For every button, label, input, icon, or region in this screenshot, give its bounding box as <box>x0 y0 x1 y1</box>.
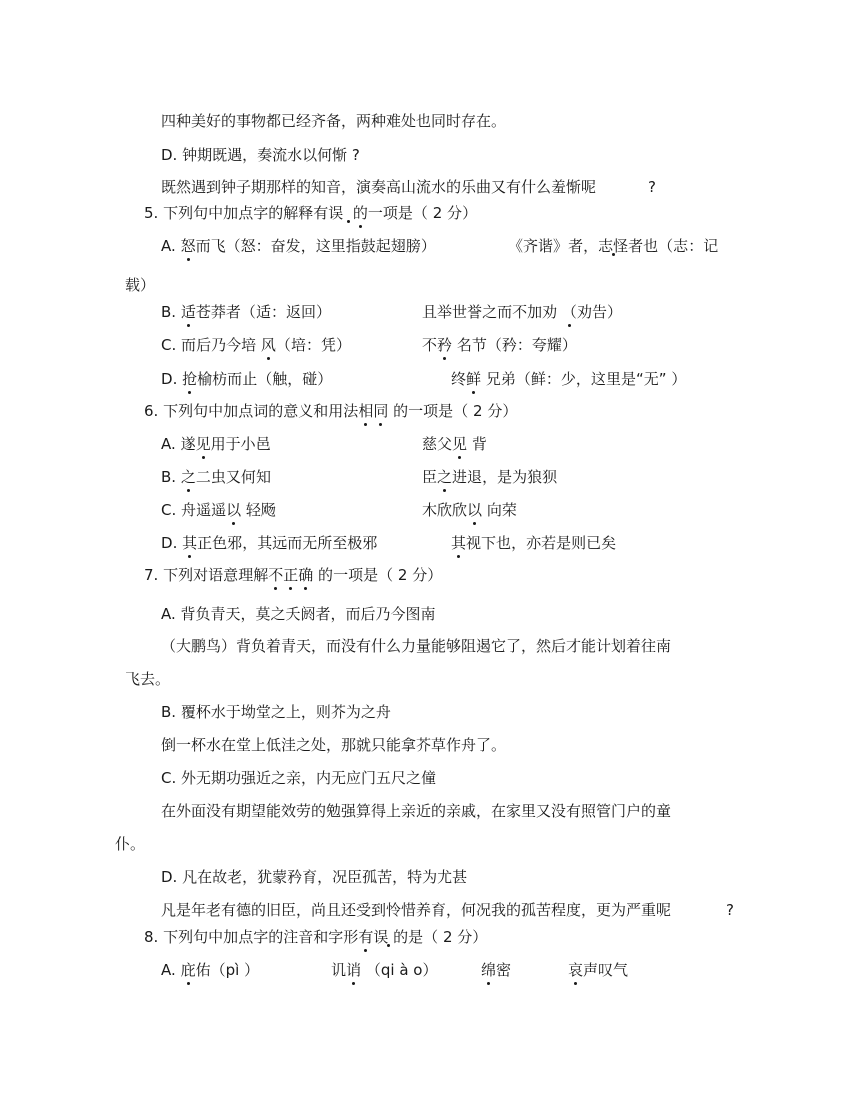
text-line: 四种美好的事物都已经齐备，两种难处也同时存在。 <box>161 112 507 130</box>
option-d: 终鲜 兄弟（鲜：少，这里是“无” ） <box>451 370 687 388</box>
text-line: 既然遇到钟子期那样的知音，演奏高山流水的乐曲又有什么羞惭呢 <box>161 178 597 196</box>
emphasis-char: 的 <box>352 204 368 222</box>
emphasis-char: 鲜 <box>466 370 482 388</box>
option-d: D. 其正色邪，其远而无所至极邪 <box>161 534 378 552</box>
emphasis-char: 风 <box>260 336 276 354</box>
option-a: 《齐谐》者，志怪者也（志：记 <box>508 237 719 255</box>
emphasis-char: 不 <box>268 566 284 584</box>
emphasis-char: 矜 <box>437 336 453 354</box>
emphasis-char: 诮 <box>346 961 362 979</box>
option-a: A. 背负青天，莫之夭阏者，而后乃今图南 <box>161 605 436 623</box>
text-line: ? <box>726 901 734 919</box>
text-line: ? <box>648 178 656 196</box>
emphasis-char: 庇 <box>180 961 196 979</box>
option-b: 臣之进退，是为狼狈 <box>422 468 558 486</box>
option-b: B. 覆杯水于坳堂之上，则芥为之舟 <box>161 703 391 721</box>
option-d: D. 钟期既遇，奏流水以何惭 ? <box>161 146 360 164</box>
question-6: 6. 下列句中加点词的意义和用法相同 的一项是（ 2 分） <box>144 402 518 420</box>
text-line: 凡是年老有德的旧臣，尚且还受到怜惜养育，何况我的孤苦程度，更为严重呢 <box>161 901 672 919</box>
emphasis-char: 确 <box>298 566 314 584</box>
emphasis-char: 其 <box>451 534 467 552</box>
option-c: 木欣欣以 向荣 <box>422 501 517 519</box>
option-d: D. 凡在故老，犹蒙矜育，况臣孤苦，特为尤甚 <box>161 868 468 886</box>
option-a: A. 遂见用于小邑 <box>161 435 271 453</box>
text-line: 倒一杯水在堂上低洼之处，那就只能拿芥草作舟了。 <box>161 736 507 754</box>
option-b: B. 适苍莽者（适：返回） <box>161 303 332 321</box>
emphasis-char: 绵 <box>481 961 497 979</box>
option-c: C. 外无期功强近之亲，内无应门五尺之僮 <box>161 769 437 787</box>
option-d: 其视下也，亦若是则已矣 <box>451 534 617 552</box>
emphasis-char: 正 <box>283 566 299 584</box>
emphasis-char: 见 <box>195 435 211 453</box>
option-c: C. 而后乃今培 风（培：凭） <box>161 336 351 354</box>
option-a: 讥诮 （qi à o） <box>331 961 438 979</box>
emphasis-char: 同 <box>373 402 389 420</box>
option-b: B. 之二虫又何知 <box>161 468 271 486</box>
emphasis-char: 见 <box>452 435 468 453</box>
question-7: 7. 下列对语意理解不正确 的一项是（ 2 分） <box>144 566 443 584</box>
option-a: A. 庇佑（pì ） <box>161 961 260 979</box>
emphasis-char: 其 <box>182 534 198 552</box>
option-a: A. 怒而飞（怒：奋发，这里指鼓起翅膀） <box>161 237 436 255</box>
emphasis-char: 以 <box>467 501 483 519</box>
option-d: D. 抢榆枋而止（触，碰） <box>161 370 333 388</box>
option-a: 哀声叹气 <box>568 961 629 979</box>
option-b: 且举世誉之而不加劝 （劝告） <box>422 303 622 321</box>
option-a: 慈父见 背 <box>422 435 487 453</box>
emphasis-char: 哀 <box>568 961 584 979</box>
emphasis-char: 适 <box>180 303 196 321</box>
option-c: 不矜 名节（矜：夸耀） <box>422 336 577 354</box>
emphasis-char: 之 <box>180 468 196 486</box>
emphasis-char: （ <box>561 303 577 321</box>
question-5: 5. 下列句中加点字的解释有误 的一项是（ 2 分） <box>144 204 478 222</box>
emphasis-char: 有 <box>358 928 374 946</box>
emphasis-char: 怒 <box>180 237 196 255</box>
text-line: 仆。 <box>115 835 146 853</box>
text-line: （大鹏鸟）背负着青天，而没有什么力量能够阻遏它了，然后才能计划着往南 <box>161 637 672 655</box>
text-line: 在外面没有期望能效劳的勉强算得上亲近的亲戚，在家里又没有照管门户的童 <box>161 802 672 820</box>
option-c: C. 舟遥遥以 轻飏 <box>161 501 276 519</box>
question-8: 8. 下列句中加点字的注音和字形有误 的是（ 2 分） <box>144 928 488 946</box>
emphasis-char: 相 <box>358 402 374 420</box>
emphasis-char: 抢 <box>182 370 198 388</box>
emphasis-char: 之 <box>437 468 453 486</box>
emphasis-char: 以 <box>226 501 242 519</box>
option-a: 绵密 <box>481 961 512 979</box>
text-line: 载） <box>125 276 156 294</box>
text-line: 飞去。 <box>125 670 171 688</box>
